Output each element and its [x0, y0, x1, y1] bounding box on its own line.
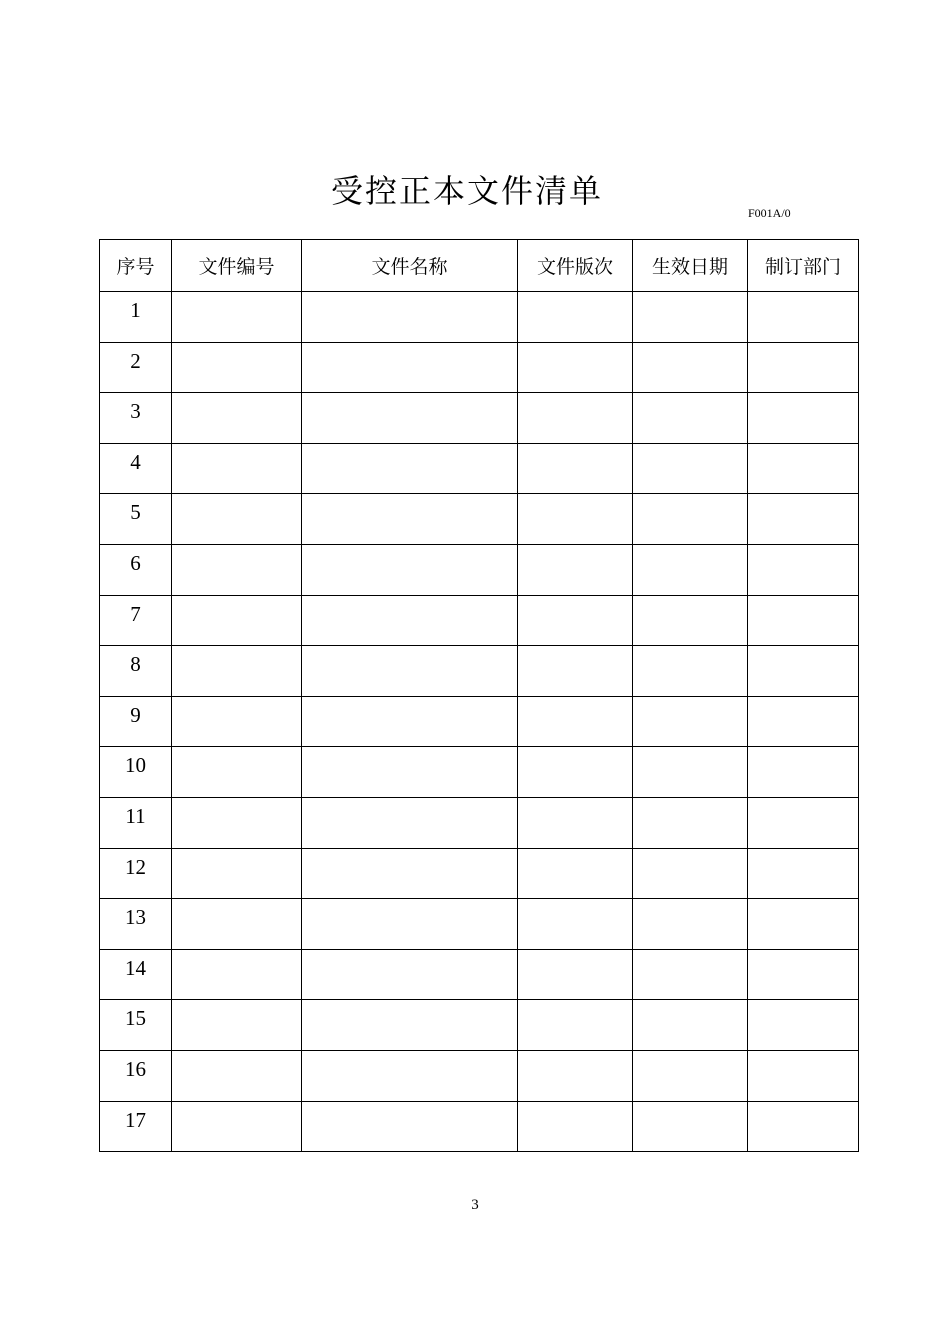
document-title: 受控正本文件清单	[330, 172, 603, 210]
cell-doc-version[interactable]	[518, 443, 633, 494]
table-row	[100, 292, 859, 343]
cell-effective-date[interactable]	[633, 1000, 748, 1051]
table-row	[100, 949, 859, 1000]
cell-effective-date[interactable]	[633, 797, 748, 848]
table-row	[100, 1050, 859, 1101]
cell-doc-version[interactable]	[518, 797, 633, 848]
cell-doc-version[interactable]	[518, 494, 633, 545]
cell-doc-version[interactable]	[518, 544, 633, 595]
cell-doc-version[interactable]	[518, 595, 633, 646]
cell-department[interactable]	[748, 544, 859, 595]
table-row	[100, 595, 859, 646]
cell-doc-number[interactable]	[172, 747, 302, 798]
cell-department[interactable]	[748, 899, 859, 950]
cell-doc-name[interactable]	[302, 494, 518, 545]
cell-doc-name[interactable]	[302, 848, 518, 899]
cell-doc-name[interactable]	[302, 899, 518, 950]
cell-effective-date[interactable]	[633, 292, 748, 343]
cell-doc-name[interactable]	[302, 544, 518, 595]
cell-department[interactable]	[748, 848, 859, 899]
cell-doc-name[interactable]	[302, 595, 518, 646]
row-seq-number: 7	[100, 595, 172, 646]
table-row	[100, 494, 859, 545]
row-seq-number: 5	[100, 494, 172, 545]
row-seq-number: 9	[100, 696, 172, 747]
table-row	[100, 899, 859, 950]
cell-department[interactable]	[748, 1050, 859, 1101]
header-doc-name: 文件名称	[302, 240, 518, 292]
cell-doc-name[interactable]	[302, 949, 518, 1000]
header-effective-date: 生效日期	[633, 240, 748, 292]
header-department: 制订部门	[748, 240, 859, 292]
document-list-table	[99, 239, 859, 1152]
cell-doc-version[interactable]	[518, 393, 633, 444]
cell-effective-date[interactable]	[633, 342, 748, 393]
cell-effective-date[interactable]	[633, 544, 748, 595]
cell-effective-date[interactable]	[633, 595, 748, 646]
table-body	[100, 292, 859, 1152]
table-row	[100, 1000, 859, 1051]
table-row	[100, 544, 859, 595]
cell-department[interactable]	[748, 797, 859, 848]
cell-doc-version[interactable]	[518, 1050, 633, 1101]
cell-doc-name[interactable]	[302, 696, 518, 747]
cell-doc-number[interactable]	[172, 342, 302, 393]
cell-department[interactable]	[748, 1000, 859, 1051]
cell-doc-number[interactable]	[172, 1101, 302, 1152]
cell-doc-name[interactable]	[302, 342, 518, 393]
row-seq-number: 10	[100, 747, 172, 798]
cell-department[interactable]	[748, 696, 859, 747]
cell-doc-version[interactable]	[518, 696, 633, 747]
cell-effective-date[interactable]	[633, 1050, 748, 1101]
cell-doc-number[interactable]	[172, 696, 302, 747]
cell-doc-number[interactable]	[172, 646, 302, 697]
table-row	[100, 747, 859, 798]
header-doc-number: 文件编号	[172, 240, 302, 292]
cell-department[interactable]	[748, 292, 859, 343]
cell-effective-date[interactable]	[633, 848, 748, 899]
row-seq-number: 13	[100, 899, 172, 950]
cell-doc-name[interactable]	[302, 1050, 518, 1101]
cell-effective-date[interactable]	[633, 1101, 748, 1152]
cell-doc-version[interactable]	[518, 899, 633, 950]
table-row	[100, 646, 859, 697]
cell-doc-version[interactable]	[518, 747, 633, 798]
row-seq-number: 8	[100, 646, 172, 697]
table-row	[100, 797, 859, 848]
header-seq: 序号	[100, 240, 172, 292]
cell-doc-version[interactable]	[518, 342, 633, 393]
cell-effective-date[interactable]	[633, 747, 748, 798]
cell-doc-number[interactable]	[172, 292, 302, 343]
cell-doc-name[interactable]	[302, 747, 518, 798]
page-number: 3	[471, 1197, 479, 1213]
cell-doc-number[interactable]	[172, 443, 302, 494]
cell-doc-number[interactable]	[172, 544, 302, 595]
cell-doc-number[interactable]	[172, 949, 302, 1000]
cell-doc-version[interactable]	[518, 848, 633, 899]
cell-doc-version[interactable]	[518, 646, 633, 697]
row-seq-number: 3	[100, 393, 172, 444]
cell-effective-date[interactable]	[633, 899, 748, 950]
cell-doc-number[interactable]	[172, 494, 302, 545]
cell-doc-number[interactable]	[172, 848, 302, 899]
cell-department[interactable]	[748, 443, 859, 494]
table-row	[100, 393, 859, 444]
row-seq-number: 1	[100, 292, 172, 343]
cell-doc-name[interactable]	[302, 1000, 518, 1051]
header-doc-version: 文件版次	[518, 240, 633, 292]
cell-doc-name[interactable]	[302, 646, 518, 697]
table-row	[100, 443, 859, 494]
cell-doc-number[interactable]	[172, 393, 302, 444]
row-seq-number: 4	[100, 443, 172, 494]
table-row	[100, 342, 859, 393]
cell-doc-number[interactable]	[172, 1000, 302, 1051]
form-code: F001A/0	[748, 206, 791, 220]
table-row	[100, 848, 859, 899]
row-seq-number: 16	[100, 1050, 172, 1101]
cell-effective-date[interactable]	[633, 443, 748, 494]
cell-department[interactable]	[748, 342, 859, 393]
row-seq-number: 17	[100, 1101, 172, 1152]
cell-department[interactable]	[748, 1101, 859, 1152]
table-row	[100, 1101, 859, 1152]
cell-department[interactable]	[748, 747, 859, 798]
cell-department[interactable]	[748, 494, 859, 545]
row-seq-number: 6	[100, 544, 172, 595]
cell-doc-number[interactable]	[172, 797, 302, 848]
cell-effective-date[interactable]	[633, 646, 748, 697]
cell-effective-date[interactable]	[633, 494, 748, 545]
cell-doc-number[interactable]	[172, 1050, 302, 1101]
row-seq-number: 15	[100, 1000, 172, 1051]
cell-doc-version[interactable]	[518, 1000, 633, 1051]
cell-doc-version[interactable]	[518, 292, 633, 343]
cell-doc-version[interactable]	[518, 1101, 633, 1152]
cell-doc-number[interactable]	[172, 595, 302, 646]
table-header-row	[100, 240, 859, 292]
cell-department[interactable]	[748, 393, 859, 444]
row-seq-number: 11	[100, 797, 172, 848]
cell-doc-version[interactable]	[518, 949, 633, 1000]
cell-department[interactable]	[748, 949, 859, 1000]
cell-effective-date[interactable]	[633, 949, 748, 1000]
cell-effective-date[interactable]	[633, 696, 748, 747]
cell-department[interactable]	[748, 646, 859, 697]
cell-doc-name[interactable]	[302, 1101, 518, 1152]
table-row	[100, 696, 859, 747]
cell-doc-name[interactable]	[302, 797, 518, 848]
cell-doc-name[interactable]	[302, 443, 518, 494]
cell-doc-name[interactable]	[302, 292, 518, 343]
cell-department[interactable]	[748, 595, 859, 646]
cell-doc-name[interactable]	[302, 393, 518, 444]
row-seq-number: 2	[100, 342, 172, 393]
row-seq-number: 14	[100, 949, 172, 1000]
row-seq-number: 12	[100, 848, 172, 899]
cell-doc-number[interactable]	[172, 899, 302, 950]
cell-effective-date[interactable]	[633, 393, 748, 444]
